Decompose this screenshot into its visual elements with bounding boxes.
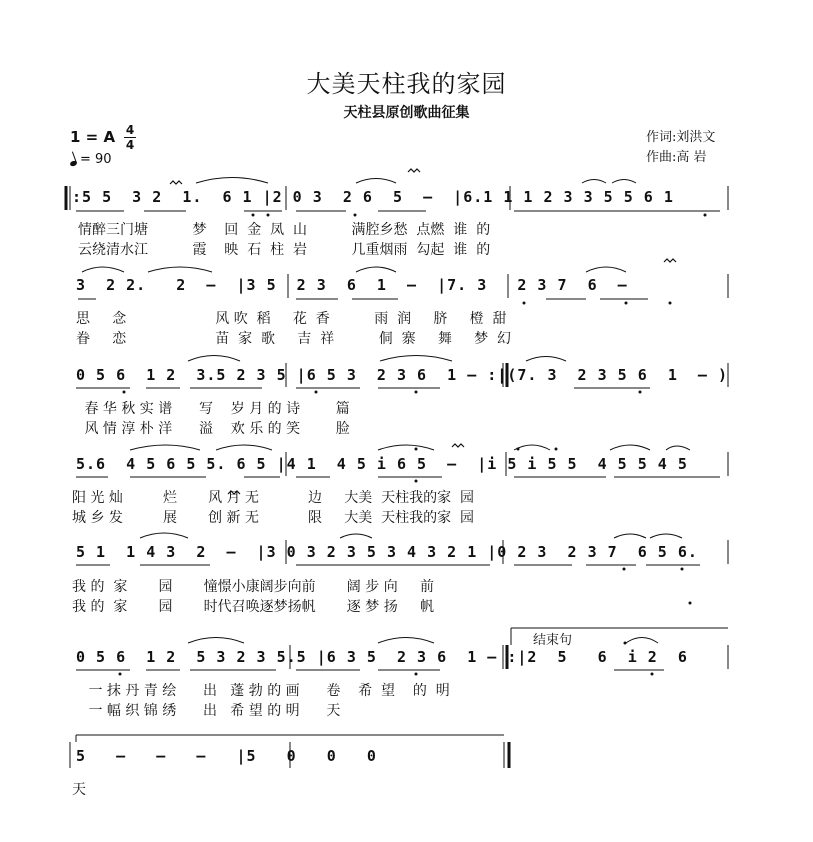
key-signature: 1 = A [70, 128, 116, 146]
lyrics-row-2-verse-1: 思 念 风 吹 稻 花 香 雨 润 脐 橙 甜 [76, 311, 507, 327]
ending-label: 结束句 [533, 633, 573, 648]
time-signature-top: 4 [125, 123, 135, 137]
song-title: 大美天柱我的家园 [306, 70, 507, 98]
lyrics-row-1-verse-1: 情醉三门塘 梦 回 金 凤 山 满腔乡愁 点燃 谁 的 [78, 222, 491, 238]
notation-row-2: 3 2 2. 2 – |3 5 2 3 6 1 – |7. 3 2 3 7 6 – [76, 276, 628, 294]
notation-row-4: 5.6 4 5 6 5 5. 6 5 |4 1 4 5 i 6 5 – |i 5 i 5 5 4 5 5 4 5 [76, 455, 688, 473]
composer-credit: 作曲:高 岩 [646, 150, 707, 165]
notation-row-1: :5 5 3 2 1. 6 1 |2 0 3 2 6 5 – |6.1 1 1 2 3 3 5 5 6 1 [72, 188, 674, 206]
lyrics-row-4-verse-1: 阳 光 灿 烂 风 月 无 边 大美 天柱我的家 园 [72, 490, 475, 506]
lyrics-row-2-verse-2: 眷 恋 苗 家 歌 吉 祥 侗 寨 舞 梦 幻 [76, 331, 512, 347]
lyrics-row-4-verse-2: 城 乡 发 展 创 新 无 限 大美 天柱我的家 园 [72, 510, 475, 526]
notation-row-5: 5 1 1 4 3 2 – |3 0 3 2 3 5 3 4 3 2 1 |0 2 3 2 3 7 6 5 6. [76, 543, 698, 561]
lyrics-row-7-verse-1: 天 [72, 782, 86, 798]
lyrics-row-5-verse-1: 我 的 家 园 憧憬小康阔步向前 阔 步 向 前 [72, 579, 434, 595]
time-signature-bottom: 4 [125, 138, 135, 152]
lyrics-row-1-verse-2: 云绕清水江 霞 映 石 柱 岩 几重烟雨 勾起 谁 的 [78, 242, 491, 258]
lyrics-row-3-verse-2: 风 情 淳 朴 洋 溢 欢 乐 的 笑 脸 [80, 421, 350, 437]
lyrics-row-5-verse-2: 我 的 家 园 时代召唤逐梦扬帆 逐 梦 扬 帆 [72, 599, 434, 615]
lyrics-row-6-verse-2: 一 幅 织 锦 绣 出 希 望 的 明 天 [84, 703, 341, 719]
notation-row-3: 0 5 6 1 2 3.5 2 3 5 |6 5 3 2 3 6 1 – :|(7. 3 2 3 5 6 1 – ) [76, 366, 728, 384]
tempo-value: = 90 [80, 152, 112, 167]
song-subtitle: 天柱县原创歌曲征集 [343, 105, 470, 121]
lyricist-credit: 作词:刘洪文 [646, 130, 716, 145]
lyrics-row-6-verse-1: 一 抹 丹 青 绘 出 蓬 勃 的 画 卷 希 望 的 明 [84, 683, 450, 699]
notation-row-7: 5 – – – |5 0 0 0 [76, 747, 377, 765]
lyrics-row-3-verse-1: 春 华 秋 实 谱 写 岁 月 的 诗 篇 [80, 401, 350, 417]
notation-row-6: 0 5 6 1 2 5 3 2 3 5.5 |6 3 5 2 3 6 1 – :|2 5 6 i 2 6 [76, 648, 688, 666]
